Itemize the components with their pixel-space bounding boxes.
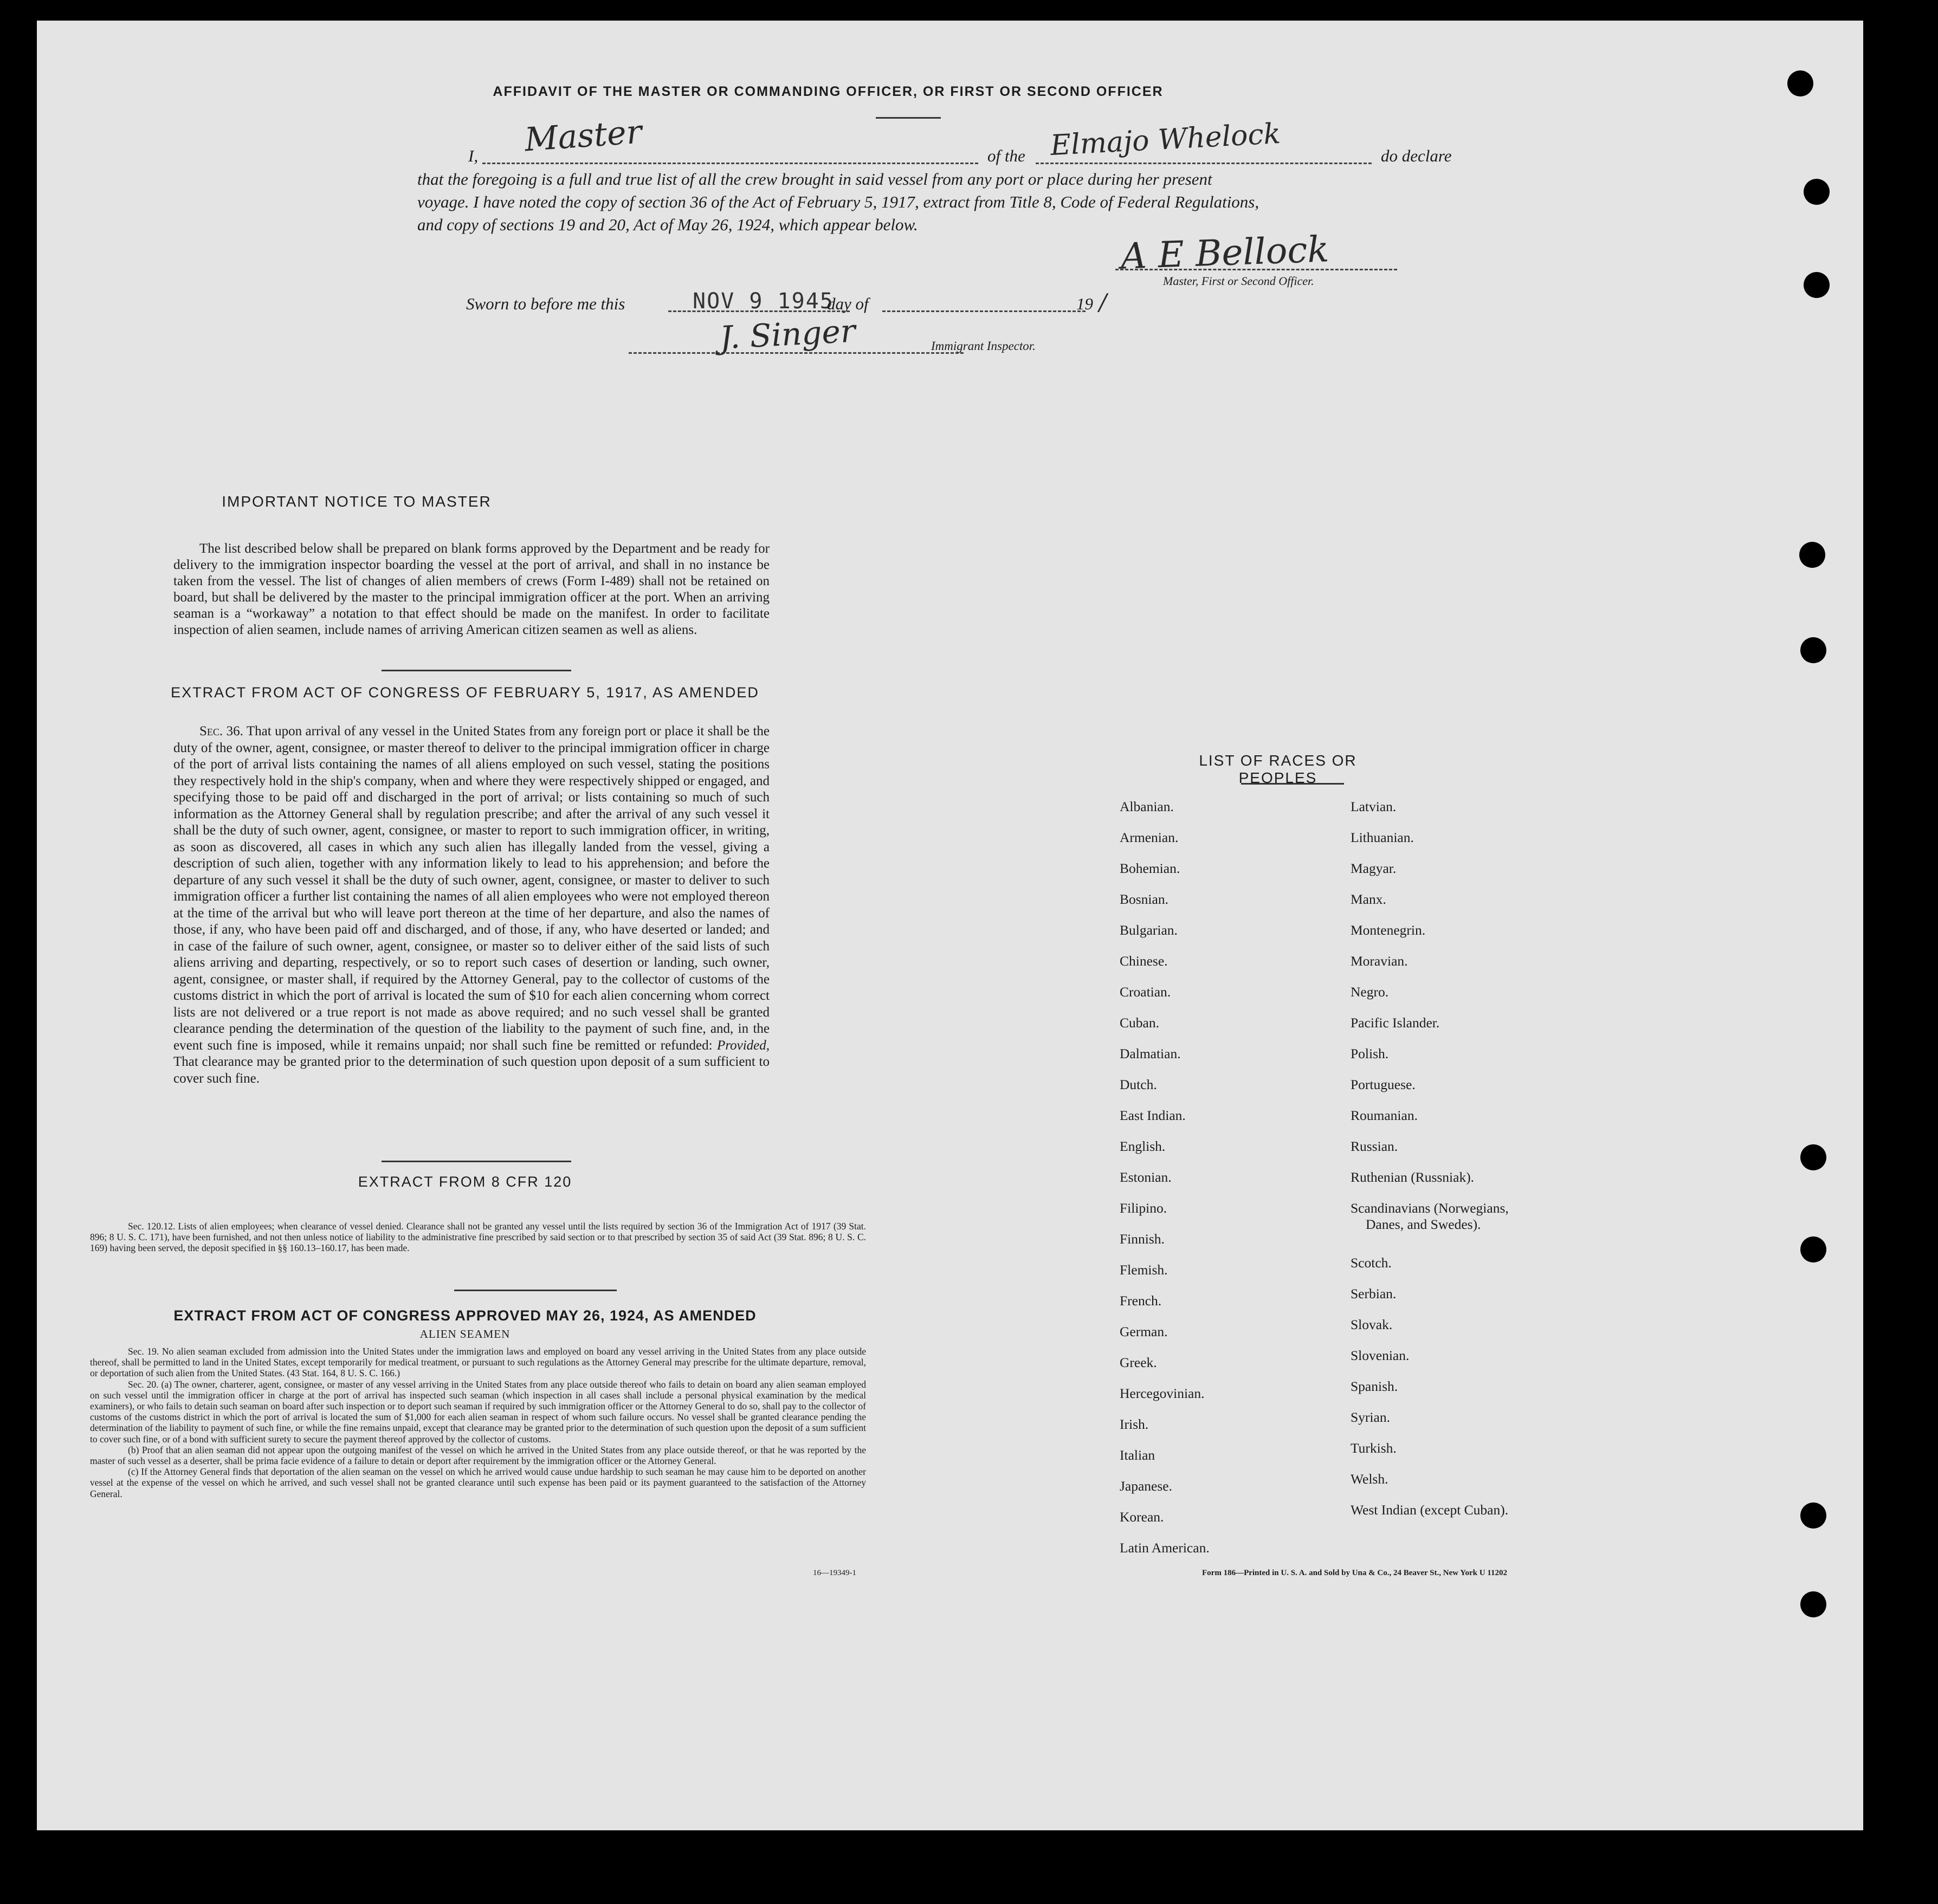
rule-1	[382, 670, 571, 671]
do-declare-label: do declare	[1381, 146, 1452, 165]
race-item: English.	[1120, 1138, 1166, 1154]
race-item: Dalmatian.	[1120, 1046, 1181, 1061]
affidavit-line-2: that the foregoing is a full and true list of all the crew brought in said vessel from any port or place during her present	[417, 170, 1212, 189]
race-item: Pacific Islander.	[1351, 1015, 1440, 1031]
heading-rule	[876, 117, 941, 119]
inspector-signature: J. Singer	[719, 312, 857, 357]
rule-3	[454, 1290, 617, 1291]
sec-20a-text: Sec. 20. (a) The owner, charterer, agent, consignee, or master of any vessel arriving in the United States from any place outside thereof who fails to detain on board any alien seaman employed on such vessel until the immigration officer in charge at the port of arrival has inspected such seaman (which inspection in all cases shall include a personal physical examination by the medical examiners), or who fails to detain such seaman on board after such inspection or to deport such seaman if required by such immigration officer or the Attorney General to do so, shall pay to the collector of customs of the customs district in which the port of arrival is located the sum of $1,000 for each alien seaman in respect of whom such failure occurs. No vessel shall be granted clearance pending the determination of the liability to payment of such fine, or while the fine remains unpaid, except that clearance may be granted prior to the determination of such question upon the deposit of a sum sufficient to cover such fine, or of a bond with sufficient surety to secure the payment thereof approved by the collector of customs.	[90, 1378, 866, 1445]
punch-hole	[1787, 70, 1813, 96]
sec-20c-text: (c) If the Attorney General finds that deportation of the alien seaman on the vessel on which he arrived would cause undue hardship to such seaman he may cause him to be deported on another vessel at the expense of the vessel on which he arrived, and such vessel shall not be granted clearance until such expense has been paid or its payment guaranteed to the satisfaction of the Attorney General.	[90, 1466, 866, 1499]
punch-hole	[1800, 1236, 1826, 1262]
punch-hole	[1799, 542, 1825, 568]
race-item: Turkish.	[1351, 1440, 1397, 1456]
race-item: Lithuanian.	[1351, 830, 1414, 845]
race-item: Finnish.	[1120, 1231, 1165, 1247]
race-item: Serbian.	[1351, 1286, 1397, 1301]
punch-hole	[1804, 179, 1830, 205]
race-item: Ruthenian (Russniak).	[1351, 1169, 1475, 1185]
race-item: Bohemian.	[1120, 860, 1180, 876]
affidavit-i-label: I,	[468, 146, 479, 165]
extract-1924-body	[90, 1346, 866, 1499]
race-item: Magyar.	[1351, 860, 1397, 876]
race-item: French.	[1120, 1293, 1162, 1309]
sec-19-text: Sec. 19. No alien seaman excluded from admission into the United States under the immigration laws and employed on board any vessel arriving in the United States from any place outside thereof, shall be permitted to land in the United States, except temporarily for medical treatment, or pursuant to such regulations as the Attorney General may prescribe for the ultimate departure, removal, or deportation of such alien from the United States. (43 Stat. 164, 8 U. S. C. 166.)	[90, 1346, 866, 1379]
of-the-label: of the	[987, 146, 1025, 165]
race-item: Chinese.	[1120, 953, 1168, 969]
punch-hole	[1800, 1144, 1826, 1170]
date-stamp: NOV 9 1945	[693, 289, 834, 314]
race-item: Italian	[1120, 1447, 1155, 1463]
race-item: Syrian.	[1351, 1409, 1390, 1425]
race-item: Russian.	[1351, 1138, 1398, 1154]
rule-2	[382, 1161, 571, 1162]
extract-1917-heading: EXTRACT FROM ACT OF CONGRESS OF FEBRUARY 5, 1917, AS AMENDED	[171, 684, 759, 701]
signature-caption: Master, First or Second Officer.	[1163, 274, 1314, 288]
race-item: Danes, and Swedes).	[1366, 1216, 1481, 1232]
day-of-label: day of	[827, 294, 869, 313]
race-item: Roumanian.	[1351, 1108, 1418, 1123]
inspector-line	[629, 352, 964, 354]
punch-hole	[1804, 272, 1830, 298]
race-item: Dutch.	[1120, 1077, 1157, 1092]
form-code: 16—19349-1	[813, 1569, 856, 1577]
race-item: Bulgarian.	[1120, 922, 1178, 938]
race-item: Latvian.	[1351, 799, 1397, 814]
punch-hole	[1800, 1591, 1826, 1617]
races-heading-rule	[1241, 783, 1344, 785]
race-item: Croatian.	[1120, 984, 1171, 1000]
race-item: Flemish.	[1120, 1262, 1168, 1278]
race-item: Greek.	[1120, 1355, 1157, 1370]
race-item: West Indian (except Cuban).	[1351, 1502, 1509, 1518]
race-item: Filipino.	[1120, 1200, 1167, 1216]
sec-36-body-end: That clearance may be granted prior to the determination of such question upon deposit of a sum sufficient to cover such fine.	[173, 1054, 770, 1086]
race-item: Spanish.	[1351, 1378, 1398, 1394]
race-item: Cuban.	[1120, 1015, 1159, 1031]
race-item: Hercegovinian.	[1120, 1385, 1205, 1401]
cfr-text: Sec. 120.12. Lists of alien employees; when clearance of vessel denied. Clearance shall not be granted any vessel until the lists required by section 36 of the Immigration Act of 1917 (39 Stat. 896; 8 U. S. C. 171), have been furnished, and not then unless notice of liability to the administrative fine prescribed by said section or to that prescribed by section 35 of said Act (39 Stat. 896; 8 U. S. C. 169) having been served, the deposit specified in §§ 160.13–160.17, has been made.	[90, 1221, 866, 1254]
extract-1924-heading: EXTRACT FROM ACT OF CONGRESS APPROVED MAY 26, 1924, AS AMENDED	[173, 1307, 757, 1324]
race-item: Korean.	[1120, 1509, 1164, 1525]
year-mark: /	[1099, 289, 1107, 315]
provided-word: Provided,	[717, 1038, 770, 1053]
document-page	[37, 21, 1863, 1830]
race-item: Irish.	[1120, 1416, 1149, 1432]
master-name-handwriting: Master	[523, 113, 643, 159]
sec-36-label: Sec. 36.	[199, 724, 243, 739]
master-signature: A E Bellock	[1120, 228, 1330, 277]
inspector-caption: Immigrant Inspector.	[931, 339, 1036, 353]
notice-text: The list described below shall be prepared on blank forms approved by the Department and be ready for delivery to the immigration inspector boarding the vessel at the port of arrival, and shall in no instance be taken from the vessel. The list of changes of alien members of crews (Form I-489) shall not be retained on board, but shall be delivered by the master to the principal immigration officer at the port. When an arriving seaman is a “workaway” a notation to that effect should be made on the manifest. In order to facilitate inspection of alien seamen, include names of arriving American citizen seamen as well as aliens.	[173, 541, 770, 637]
races-column-1	[1120, 791, 1210, 1563]
race-item: German.	[1120, 1324, 1168, 1339]
punch-hole	[1800, 1503, 1826, 1529]
notice-heading: IMPORTANT NOTICE TO MASTER	[222, 493, 492, 510]
month-line	[882, 310, 1086, 312]
printer-footer: Form 186—Printed in U. S. A. and Sold by Una & Co., 24 Beaver St., New York U 11202	[1202, 1569, 1507, 1577]
master-name-field-line	[482, 163, 978, 164]
year-prefix: 19	[1076, 294, 1093, 313]
race-item: Portuguese.	[1351, 1077, 1416, 1092]
affidavit-line-4: and copy of sections 19 and 20, Act of May 26, 1924, which appear below.	[417, 215, 918, 234]
race-item: Moravian.	[1351, 953, 1408, 969]
race-item: Negro.	[1351, 984, 1389, 1000]
race-item: Welsh.	[1351, 1471, 1388, 1487]
extract-1917-text	[173, 723, 770, 1087]
punch-hole	[1800, 637, 1826, 663]
race-item: Montenegrin.	[1351, 922, 1426, 938]
signature-line	[1115, 269, 1397, 270]
vessel-name-handwriting: Elmajo Whelock	[1049, 117, 1282, 163]
affidavit-line-3: voyage. I have noted the copy of section 36 of the Act of February 5, 1917, extract from Title 8, Code of Federal Regulations,	[417, 192, 1259, 211]
race-item: Armenian.	[1120, 830, 1179, 845]
race-item: Slovak.	[1351, 1317, 1393, 1332]
race-item: Scandinavians (Norwegians,	[1351, 1200, 1509, 1216]
race-item: Manx.	[1351, 891, 1386, 907]
race-item: Latin American.	[1120, 1540, 1210, 1556]
race-item: Albanian.	[1120, 799, 1174, 814]
alien-seamen-subheading: ALIEN SEAMEN	[419, 1327, 511, 1340]
race-item: Scotch.	[1351, 1255, 1392, 1271]
race-item: Estonian.	[1120, 1169, 1172, 1185]
races-heading: LIST OF RACES OR PEOPLES	[1199, 752, 1357, 786]
affidavit-heading: AFFIDAVIT OF THE MASTER OR COMMANDING OFFICER, OR FIRST OR SECOND OFFICER	[493, 84, 1164, 99]
sworn-label: Sworn to before me this	[466, 294, 625, 313]
cfr-heading: EXTRACT FROM 8 CFR 120	[358, 1174, 572, 1190]
sec-20b-text: (b) Proof that an alien seaman did not appear upon the outgoing manifest of the vessel on which he arrived in the United States from any place outside thereof, or that he was reported by the master of such vessel as a deserter, shall be prima facie evidence of a failure to detain or deport after requirement by the immigration officer or the Attorney General.	[90, 1444, 866, 1467]
vessel-name-field-line	[1036, 163, 1372, 164]
race-item: Bosnian.	[1120, 891, 1168, 907]
race-item: Japanese.	[1120, 1478, 1172, 1494]
race-item: Polish.	[1351, 1046, 1389, 1061]
race-item: East Indian.	[1120, 1108, 1186, 1123]
sec-36-body: That upon arrival of any vessel in the United States from any foreign port or place it shall be the duty of the owner, agent, consignee, or master thereof to deliver to the principal immigration officer in charge of the port of arrival lists containing the names of all aliens employed on such vessel, stating the positions they respectively hold in the ship's company, when and where they were respectively shipped or engaged, and specifying those to be paid off and discharged in the port of arrival; or lists containing so much of such information as the Attorney General shall by regulation prescribe; and after the arrival of any such vessel it shall be the duty of such owner, agent, consignee, or master to report to such immigration officer, in writing, as soon as discovered, all cases in which any such alien has illegally landed from the vessel, giving a description of such alien, together with any information likely to lead to his apprehension; and before the departure of any such vessel it shall be the duty of such owner, agent, consignee, or master to deliver to such immigration officer a further list containing the names of all alien employees who were not employed thereon at the time of the arrival but who will leave port thereon at the time of her departure, and also the names of those, if any, who have been paid off and discharged, and of those, if any, who have deserted or landed; and in case of the failure of such owner, agent, consignee, or master so to deliver either of the said lists of such aliens arriving and departing, respectively, or so to report such cases of desertion or landing, such owner, agent, consignee, or master shall, if required by the Attorney General, pay to the collector of customs of the customs district in which the port of arrival is located the sum of $10 for each alien concerning whom correct lists are not delivered or a true report is not made as above required; and no such vessel shall be granted clearance pending the determination of the question of the liability to the payment of such fine, and, in the event such fine is imposed, while it remains unpaid; nor shall such fine be remitted or refunded:	[173, 724, 770, 1053]
race-item: Slovenian.	[1351, 1348, 1410, 1363]
races-column-2	[1351, 791, 1509, 1525]
